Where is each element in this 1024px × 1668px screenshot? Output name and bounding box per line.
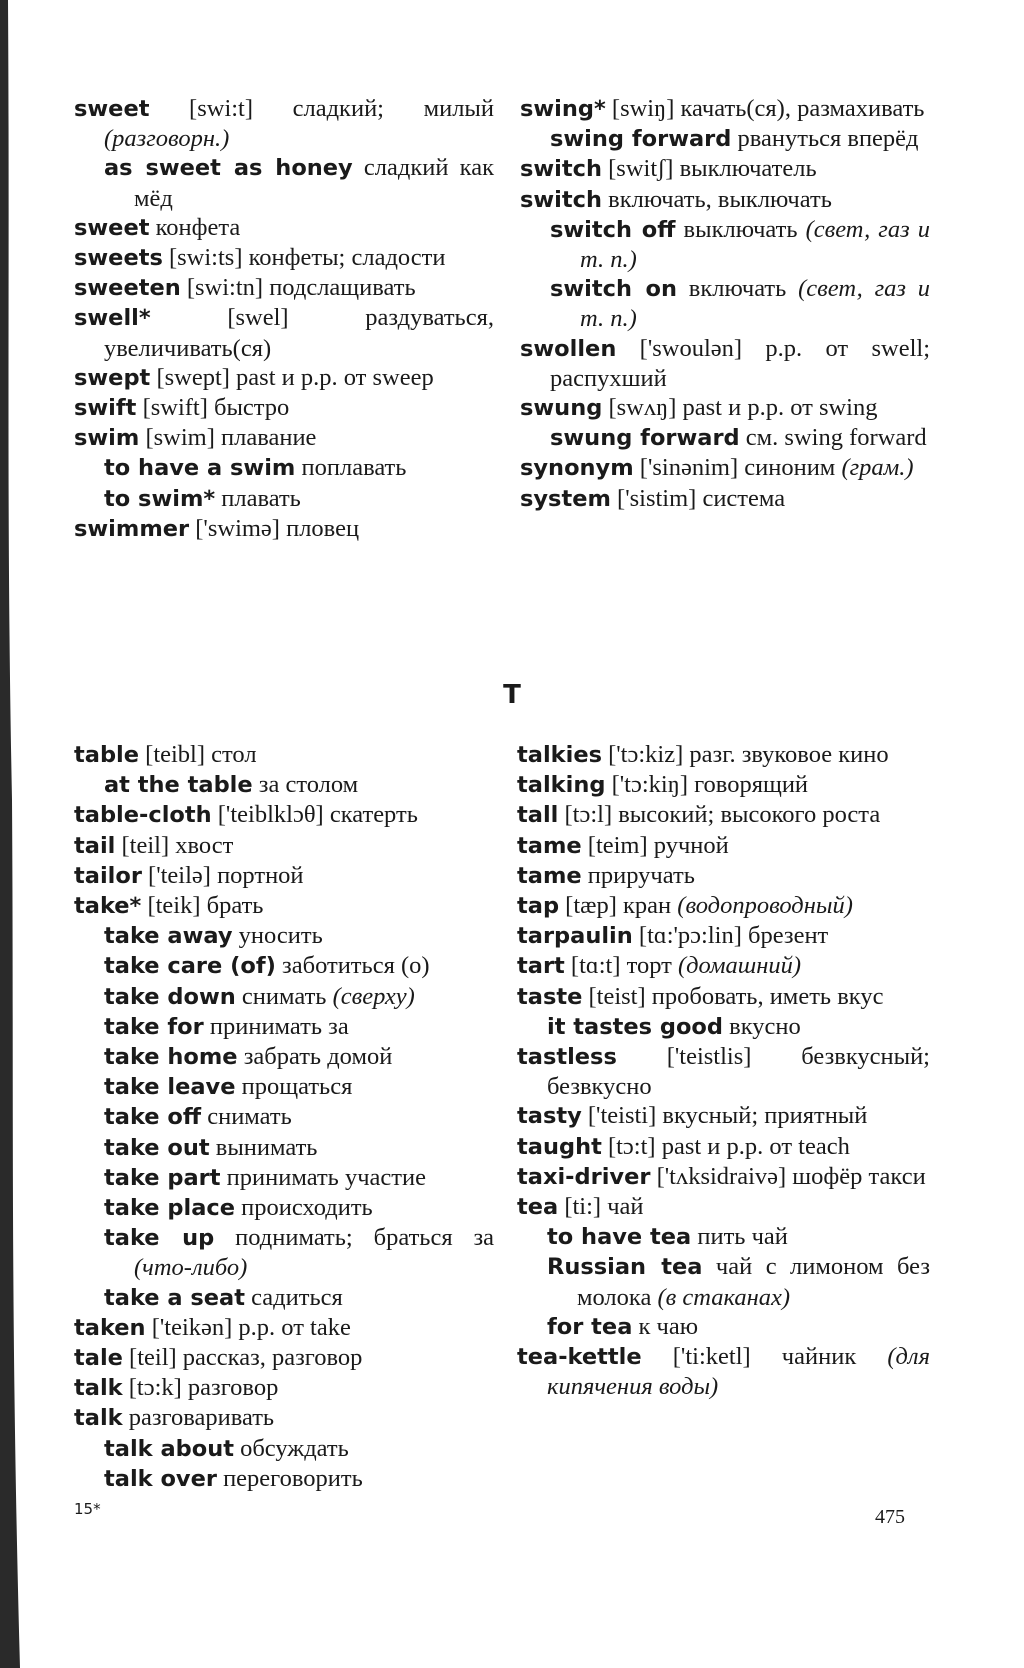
definition: ['swoulən] p.p. от swell; распухший (550, 334, 930, 392)
definition: ['sistim] система (610, 484, 786, 512)
dictionary-entry (517, 921, 930, 951)
dictionary-subentry (520, 124, 930, 154)
dictionary-entry (520, 334, 930, 393)
definition: разговаривать (122, 1404, 275, 1432)
definition: плавать (215, 484, 301, 512)
dictionary-entry (517, 831, 930, 861)
definition: [teil] хвост (115, 831, 234, 859)
definition: пить чай (691, 1223, 788, 1251)
dictionary-subentry (517, 1012, 930, 1042)
headword: tale (74, 1345, 123, 1372)
headword: switch (520, 186, 603, 213)
dictionary-subentry (74, 982, 494, 1012)
dictionary-subentry (517, 1312, 930, 1342)
dictionary-entry (74, 213, 494, 243)
dictionary-entry (517, 1192, 930, 1222)
headword: to have tea (547, 1224, 692, 1251)
headword: take place (104, 1195, 235, 1222)
dictionary-entry (520, 154, 930, 184)
dictionary-subentry (517, 1222, 930, 1252)
definition: заботиться (о) (275, 952, 430, 980)
dictionary-entry (74, 94, 494, 153)
headword: swell* (74, 305, 151, 332)
definition: поднимать; браться за (214, 1224, 495, 1252)
dictionary-entry (517, 770, 930, 800)
definition: [swim] плавание (139, 424, 317, 452)
definition: ['teilə] портной (141, 861, 304, 889)
headword: synonym (520, 455, 634, 482)
definition: за столом (252, 771, 359, 799)
definition: чай с лимоном без молока (577, 1253, 931, 1311)
headword: talking (517, 772, 606, 799)
headword: take a seat (104, 1284, 245, 1311)
page-number: 475 (875, 1506, 905, 1528)
dictionary-subentry (517, 1252, 930, 1311)
dictionary-subentry (74, 1072, 494, 1102)
headword: take off (104, 1104, 202, 1131)
dictionary-subentry (74, 484, 494, 514)
headword: talkies (517, 742, 602, 768)
dictionary-subentry (520, 274, 930, 333)
dictionary-subentry (74, 453, 494, 483)
usage-note: (что-либо) (134, 1254, 248, 1282)
definition: [tɑ:t] торт (564, 952, 678, 980)
headword: for tea (547, 1313, 633, 1340)
headword: swung forward (550, 425, 740, 452)
definition: садиться (245, 1283, 343, 1311)
headword: talk about (104, 1435, 234, 1462)
headword: table (74, 742, 140, 768)
definition: [swʌŋ] past и p.p. от swing (602, 394, 878, 422)
definition: [swi:t] сладкий; милый (149, 95, 494, 122)
usage-note: (в стаканах) (657, 1283, 791, 1311)
definition: [teist] пробовать, иметь вкус (582, 982, 884, 1010)
definition: [teik] брать (141, 892, 264, 920)
headword: swift (74, 395, 137, 422)
definition: [tɔ:l] высокий; высокого роста (558, 801, 881, 829)
column-bottom-left (74, 740, 494, 1494)
headword: talk (74, 1375, 123, 1402)
column-bottom-right (517, 740, 930, 1401)
dictionary-entry (74, 423, 494, 453)
dictionary-subentry (74, 1102, 494, 1132)
definition: [teil] рассказ, разговор (122, 1344, 363, 1372)
headword: take for (104, 1013, 204, 1040)
usage-note: (домашний) (678, 952, 802, 980)
dictionary-entry (74, 891, 494, 921)
headword: take down (104, 983, 236, 1010)
definition: забрать домой (237, 1043, 393, 1071)
dictionary-subentry (74, 951, 494, 981)
headword: take care (of) (104, 953, 276, 980)
headword: tame (517, 832, 582, 859)
definition: [tɔ:t] past и p.p. от teach (601, 1132, 850, 1160)
definition: [switʃ] выключатель (602, 155, 817, 183)
headword: sweets (74, 245, 163, 272)
headword: take part (104, 1164, 221, 1191)
usage-note: (водопроводный) (677, 892, 853, 920)
dictionary-entry (74, 740, 494, 770)
definition: ['teiblklɔθ] скатерть (211, 801, 418, 829)
page-edge-shadow (0, 0, 22, 1668)
dictionary-subentry (74, 1283, 494, 1313)
headword: tea (517, 1194, 559, 1221)
definition: прощаться (235, 1073, 353, 1101)
definition: рвануться вперёд (731, 125, 919, 153)
column-top-left (74, 94, 494, 544)
dictionary-entry (517, 1342, 930, 1401)
headword: at the table (104, 772, 253, 799)
headword: switch on (550, 276, 677, 303)
definition: конфета (149, 213, 241, 241)
dictionary-entry (520, 393, 930, 423)
definition: [swi:tn] подслащивать (180, 274, 416, 302)
definition: [tɔ:k] разговор (122, 1374, 279, 1402)
headword: taught (517, 1133, 602, 1160)
headword: tastless (517, 1044, 617, 1071)
dictionary-entry (74, 303, 494, 362)
dictionary-subentry (74, 1133, 494, 1163)
headword: to have a swim (104, 455, 296, 482)
definition: происходить (235, 1194, 373, 1222)
dictionary-entry (74, 393, 494, 423)
definition: ['swimə] пловец (189, 514, 360, 542)
headword: it tastes good (547, 1013, 724, 1040)
dictionary-entry (517, 861, 930, 891)
dictionary-entry (517, 740, 930, 770)
dictionary-entry (517, 982, 930, 1012)
definition: см. swing forward (739, 424, 927, 452)
dictionary-entry (74, 1403, 494, 1433)
dictionary-entry (74, 1343, 494, 1373)
dictionary-subentry (74, 770, 494, 800)
headword: as sweet as honey (104, 155, 353, 182)
headword: tap (517, 893, 560, 920)
definition: ['teikən] p.p. от take (145, 1313, 351, 1341)
definition: ['ti:ketl] чайник (641, 1343, 888, 1371)
definition: [swiŋ] качать(ся), размахивать (605, 95, 925, 122)
headword: tart (517, 953, 565, 980)
headword: swing forward (550, 126, 732, 153)
definition: уносить (232, 922, 323, 950)
dictionary-entry (74, 514, 494, 544)
definition: ['teisti] вкусный; приятный (581, 1102, 868, 1130)
dictionary-entry (517, 951, 930, 981)
dictionary-entry (74, 363, 494, 393)
definition: снимать (235, 982, 333, 1010)
headword: take home (104, 1044, 238, 1071)
headword: tea-kettle (517, 1344, 642, 1371)
usage-note: (сверху) (332, 982, 415, 1010)
dictionary-subentry (520, 215, 930, 274)
dictionary-subentry (74, 1163, 494, 1193)
dictionary-entry (74, 273, 494, 303)
headword: take up (104, 1225, 215, 1252)
headword: sweet (74, 214, 150, 241)
dictionary-subentry (74, 1434, 494, 1464)
dictionary-entry (517, 891, 930, 921)
definition: ['tɔ:kiŋ] говорящий (605, 771, 809, 799)
dictionary-entry (74, 1313, 494, 1343)
headword: tail (74, 832, 116, 859)
definition: ['teistlis] безвкусный; безвкусно (547, 1043, 930, 1101)
column-top-right (520, 94, 930, 514)
headword: taken (74, 1314, 146, 1341)
headword: to swim* (104, 485, 216, 512)
headword: swept (74, 364, 151, 391)
definition: сладкий как мёд (134, 154, 494, 212)
signature-mark: 15* (74, 1500, 101, 1518)
headword: switch (520, 156, 603, 183)
headword: swimmer (74, 515, 190, 542)
dictionary-entry (517, 1132, 930, 1162)
definition: [swi:ts] конфеты; сладости (162, 244, 446, 272)
headword: tailor (74, 862, 142, 889)
definition: приручать (581, 861, 695, 889)
usage-note: (свет, газ и т. п.) (580, 275, 931, 333)
dictionary-subentry (74, 1193, 494, 1223)
definition: [tæp] кран (559, 892, 678, 920)
definition: включать (677, 275, 799, 303)
definition: вкусно (723, 1012, 801, 1040)
headword: talk (74, 1405, 123, 1432)
definition: снимать (201, 1103, 292, 1131)
dictionary-subentry (74, 153, 494, 212)
headword: take leave (104, 1074, 236, 1101)
dictionary-subentry (74, 921, 494, 951)
definition: выключать (675, 215, 806, 243)
definition: [teim] ручной (581, 831, 729, 859)
definition: [tɑ:'pɔ:lin] брезент (632, 922, 829, 950)
headword: Russian tea (547, 1254, 703, 1281)
headword: swung (520, 395, 603, 422)
definition: [swift] быстро (136, 394, 290, 422)
headword: tasty (517, 1103, 582, 1130)
definition: [swel] раздуваться, увеличивать(ся) (104, 304, 494, 362)
definition: обсуждать (233, 1434, 349, 1462)
headword: take* (74, 893, 142, 920)
dictionary-entry (517, 800, 930, 830)
definition: ['tɔ:kiz] разг. звуковое кино (601, 741, 889, 768)
headword: tame (517, 862, 582, 889)
headword: take away (104, 923, 233, 950)
dictionary-entry (74, 800, 494, 830)
headword: talk over (104, 1465, 217, 1492)
headword: table-cloth (74, 802, 212, 829)
usage-note: (свет, газ и т. п.) (580, 215, 930, 274)
definition: принимать за (203, 1012, 349, 1040)
dictionary-entry (517, 1042, 930, 1101)
headword: swing* (520, 96, 606, 122)
headword: take out (104, 1134, 210, 1161)
headword: sweeten (74, 275, 181, 302)
definition: ['tʌksidraivə] шофёр такси (650, 1162, 926, 1190)
definition: [teibl] стол (139, 741, 257, 768)
definition: поплавать (295, 454, 407, 482)
dictionary-entry (74, 243, 494, 273)
dictionary-entry (74, 831, 494, 861)
headword: sweet (74, 96, 150, 122)
definition: включать, выключать (602, 185, 832, 213)
usage-note: (для кипячения воды) (547, 1343, 930, 1401)
headword: tall (517, 802, 559, 829)
dictionary-subentry (74, 1012, 494, 1042)
definition: [swept] past и p.p. от sweep (150, 363, 434, 391)
dictionary-entry (517, 1101, 930, 1131)
headword: system (520, 485, 611, 512)
headword: taste (517, 983, 583, 1010)
dictionary-entry (520, 453, 930, 483)
definition: принимать участие (220, 1163, 426, 1191)
definition: ['sinənim] синоним (633, 454, 842, 482)
dictionary-entry (520, 185, 930, 215)
usage-note: (разговорн.) (104, 125, 230, 153)
definition: переговорить (216, 1464, 363, 1492)
usage-note: (грам.) (841, 454, 914, 482)
definition: к чаю (632, 1312, 699, 1340)
headword: taxi-driver (517, 1163, 651, 1190)
dictionary-entry (520, 484, 930, 514)
headword: tarpaulin (517, 923, 633, 950)
dictionary-entry (517, 1162, 930, 1192)
dictionary-entry (520, 94, 930, 124)
dictionary-subentry (74, 1042, 494, 1072)
dictionary-subentry (74, 1223, 494, 1282)
headword: swim (74, 425, 140, 452)
dictionary-subentry (520, 423, 930, 453)
dictionary-entry (74, 861, 494, 891)
dictionary-entry (74, 1373, 494, 1403)
headword: switch off (550, 216, 676, 243)
definition: вынимать (209, 1133, 318, 1161)
headword: swollen (520, 335, 617, 362)
section-letter: T (503, 680, 521, 710)
definition: [ti:] чай (558, 1193, 644, 1221)
dictionary-subentry (74, 1464, 494, 1494)
